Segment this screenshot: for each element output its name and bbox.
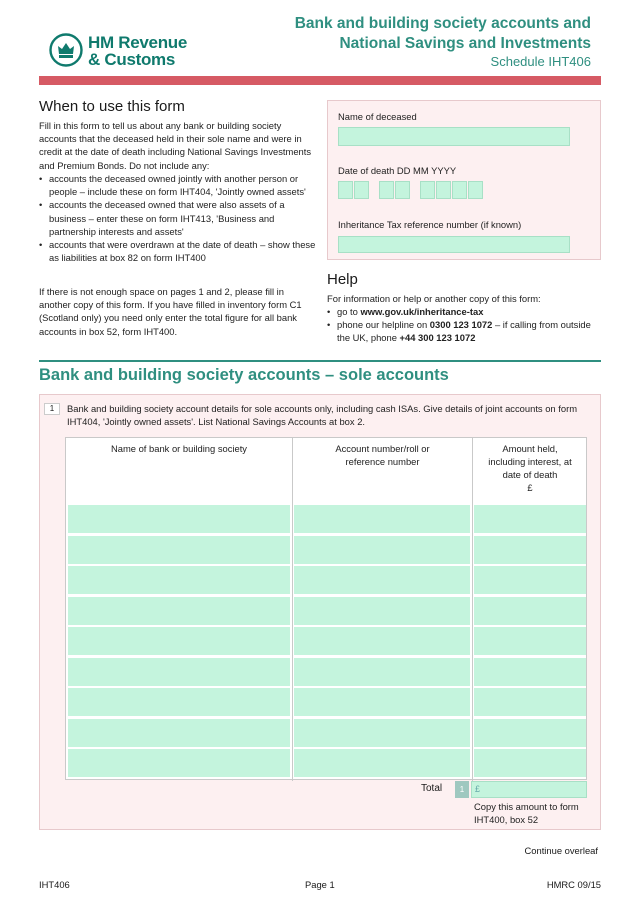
amount-cell[interactable] (474, 505, 586, 533)
amount-cell[interactable] (474, 566, 586, 594)
help-phone-mid: – if calling from outside the UK, phone (337, 319, 591, 344)
schedule-label: Schedule IHT406 (490, 54, 591, 69)
bank-name-cell[interactable] (68, 688, 290, 716)
footer-form-code: IHT406 (39, 879, 70, 890)
extra-space-note: If there is not enough space on pages 1 and 2, please fill in another copy of this form. If you have filled in inventory form C1 (Scotland only) you need only enter the total figure for all bank accounts in box 52, form IHT400. (39, 286, 302, 337)
exclusion-item: • accounts the deceased owned jointly with another person or people – include these on form IHT404, 'Jointly owned assets' (39, 172, 317, 198)
account-number-cell[interactable] (294, 658, 470, 686)
col-header-currency: £ (527, 482, 533, 493)
box-number: 1 (44, 403, 60, 415)
help-phone-prefix: phone our helpline on (337, 319, 430, 331)
account-number-cell[interactable] (294, 749, 470, 777)
bank-name-cell[interactable] (68, 658, 290, 686)
iht-reference-field[interactable] (338, 236, 570, 253)
exclusion-item: • accounts the deceased owned that were also assets of a business – enter these on form IHT413, 'Business and partnership interests and assets' (39, 198, 317, 238)
amount-cell[interactable] (474, 688, 586, 716)
exclusion-list (39, 172, 317, 264)
bank-name-cell[interactable] (68, 566, 290, 594)
total-amount-field[interactable]: £ (471, 781, 587, 798)
help-website-link[interactable]: www.gov.uk/inheritance-tax (360, 306, 484, 317)
amount-cell[interactable] (474, 658, 586, 686)
help-item-phone (327, 318, 601, 344)
section-divider (39, 360, 601, 362)
amount-cell[interactable] (474, 597, 586, 625)
account-number-cell[interactable] (294, 536, 470, 564)
date-day-digit-2[interactable] (354, 181, 369, 199)
amount-cell[interactable] (474, 749, 586, 777)
logo-line1: HM Revenue (88, 33, 188, 52)
account-number-cell[interactable] (294, 566, 470, 594)
date-year-digit-3[interactable] (452, 181, 467, 199)
form-title (295, 14, 591, 54)
logo-line2: & Customs (88, 50, 176, 69)
account-number-cell[interactable] (294, 688, 470, 716)
deceased-name-label: Name of deceased (338, 111, 417, 122)
bank-name-cell[interactable] (68, 505, 290, 533)
amount-cell[interactable] (474, 536, 586, 564)
section-heading: Bank and building society accounts – sole accounts (39, 366, 449, 384)
when-to-use-heading: When to use this form (39, 98, 185, 115)
account-number-cell[interactable] (294, 719, 470, 747)
iht-reference-label: Inheritance Tax reference number (if known) (338, 219, 522, 230)
copy-total-note: Copy this amount to form IHT400, box 52 (474, 801, 579, 826)
account-number-cell[interactable] (294, 627, 470, 655)
account-number-cell[interactable] (294, 505, 470, 533)
date-year-digit-1[interactable] (420, 181, 435, 199)
continue-overleaf: Continue overleaf (524, 845, 598, 856)
help-heading: Help (327, 271, 358, 288)
footer-version: HMRC 09/15 (546, 879, 601, 890)
col-header-account-number: Account number/roll or reference number (335, 443, 430, 467)
bank-name-cell[interactable] (68, 719, 290, 747)
column-divider (472, 438, 473, 781)
help-intro: For information or help or another copy of this form: (327, 293, 541, 304)
exclusion-item: • accounts that were overdrawn at the date of death – show these as liabilities at box 82 on form IHT400 (39, 238, 317, 264)
date-month-digit-2[interactable] (395, 181, 410, 199)
header-bar (39, 76, 601, 85)
helpline-number: 0300 123 1072 (429, 319, 493, 331)
col-header-amount-text: Amount held, including interest, at date of death (488, 443, 572, 480)
date-of-death-label: Date of death DD MM YYYY (338, 165, 457, 176)
bank-name-cell[interactable] (68, 536, 290, 564)
total-label: Total (421, 783, 443, 794)
help-list (327, 305, 601, 345)
footer-page-number: Page 1 (305, 879, 335, 890)
col-header-bank-name: Name of bank or building society (110, 443, 247, 454)
when-to-use-intro: Fill in this form to tell us about any bank or building society accounts that the deceased held in their sole name and were in credit at the date of death including National Savings Investments and Premium Bonds. Do not include any: (39, 120, 312, 171)
form-title-line1: Bank and building society accounts and (294, 15, 591, 32)
account-number-cell[interactable] (294, 597, 470, 625)
date-day-digit-1[interactable] (338, 181, 353, 199)
box1-question: Bank and building society account details for sole accounts only, including cash ISAs. Give details of joint accounts on form IHT404, 'Jointly owned assets'. List National Savings Accounts at box 2. (67, 403, 578, 428)
form-title-line2: National Savings and Investments (339, 35, 591, 52)
deceased-name-field[interactable] (338, 127, 570, 146)
amount-cell[interactable] (474, 719, 586, 747)
column-divider (292, 438, 293, 781)
accounts-table (65, 437, 587, 780)
date-year-digit-4[interactable] (468, 181, 483, 199)
bank-name-cell[interactable] (68, 627, 290, 655)
help-item-website (327, 305, 601, 318)
international-number: +44 300 123 1072 (399, 332, 476, 344)
col-header-amount (473, 438, 587, 504)
help-website-prefix: go to (337, 306, 361, 317)
total-box-number: 1 (455, 781, 469, 798)
crown-logo-icon (49, 33, 83, 67)
date-year-digit-2[interactable] (436, 181, 451, 199)
logo-wordmark (88, 34, 187, 68)
bank-name-cell[interactable] (68, 597, 290, 625)
date-month-digit-1[interactable] (379, 181, 394, 199)
bank-name-cell[interactable] (68, 749, 290, 777)
amount-cell[interactable] (474, 627, 586, 655)
